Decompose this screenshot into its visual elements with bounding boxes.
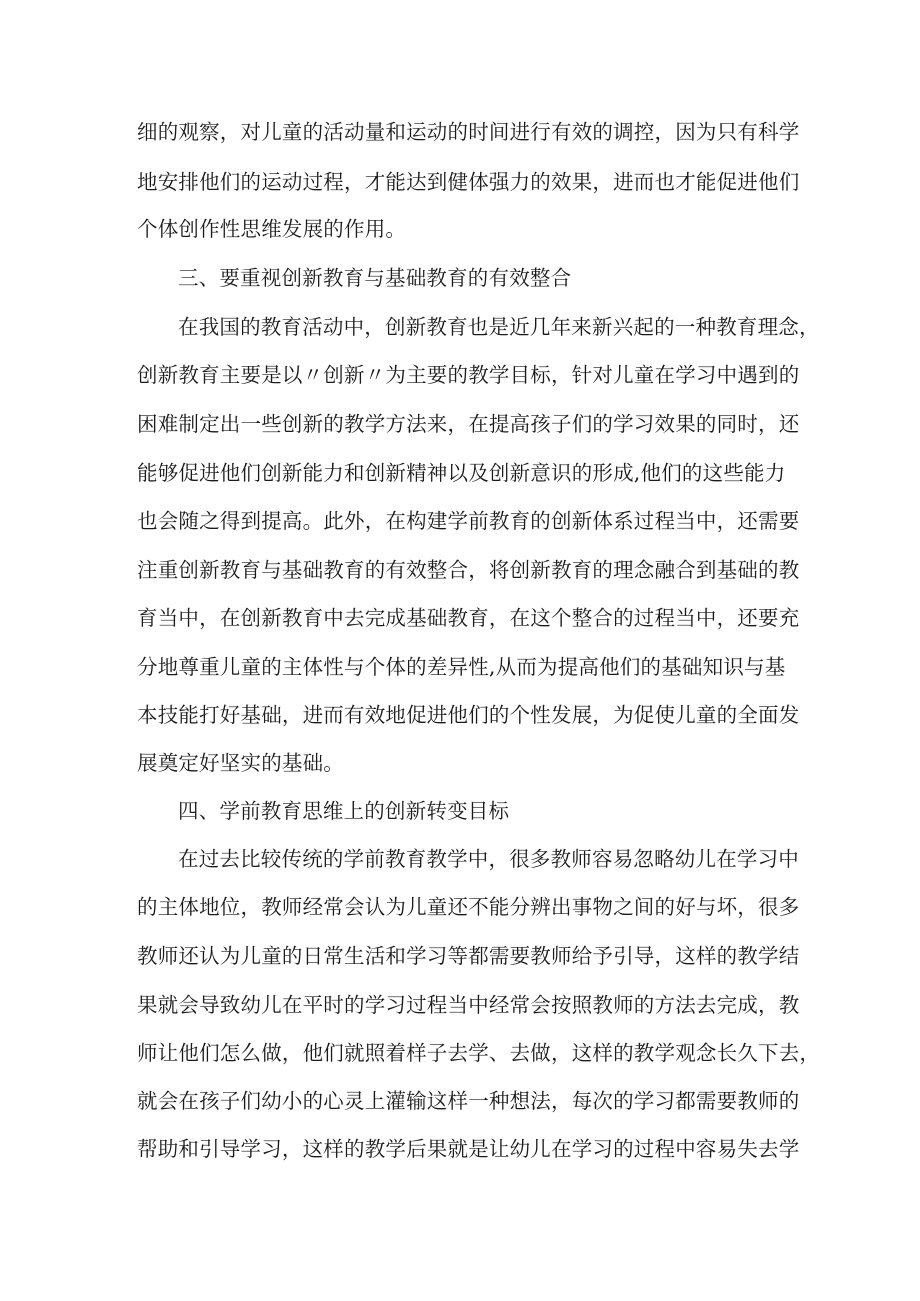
section-heading-4: 四、学前教育思维上的创新转变目标 bbox=[178, 799, 510, 823]
section-heading-3: 三、要重视创新教育与基础教育的有效整合 bbox=[178, 266, 572, 290]
paragraph-line: 师让他们怎么做，他们就照着样子去学、去做，这样的教学观念长久下去， bbox=[137, 1041, 821, 1065]
paragraph-line: 注重创新教育与基础教育的有效整合，将创新教育的理念融合到基础的教 bbox=[137, 558, 800, 582]
paragraph-line: 地安排他们的运动过程，才能达到健体强力的效果，进而也才能促进他们 bbox=[137, 170, 800, 194]
paragraph-line: 展奠定好坚实的基础。 bbox=[137, 751, 344, 775]
paragraph-line: 果就会导致幼儿在平时的学习过程当中经常会按照教师的方法去完成，教 bbox=[137, 993, 800, 1017]
paragraph-line: 困难制定出一些创新的教学方法来，在提高孩子们的学习效果的同时，还 bbox=[137, 412, 800, 436]
paragraph-line: 本技能打好基础，进而有效地促进他们的个性发展，为促使儿童的全面发 bbox=[137, 703, 800, 727]
paragraph-line: 在过去比较传统的学前教育教学中，很多教师容易忽略幼儿在学习中 bbox=[178, 847, 799, 871]
paragraph-line: 育当中，在创新教育中去完成基础教育，在这个整合的过程当中，还要充 bbox=[137, 606, 800, 630]
paragraph-line: 也会随之得到提高。此外，在构建学前教育的创新体系过程当中，还需要 bbox=[137, 509, 800, 533]
paragraph-line: 在我国的教育活动中，创新教育也是近几年来新兴起的一种教育理念， bbox=[178, 315, 820, 339]
paragraph-line: 细的观察，对儿童的活动量和运动的时间进行有效的调控，因为只有科学 bbox=[137, 120, 800, 144]
paragraph-line: 创新教育主要是以〃创新〃为主要的教学目标，针对儿童在学习中遇到的 bbox=[137, 363, 800, 387]
paragraph-line: 教师还认为儿童的日常生活和学习等都需要教师给予引导，这样的教学结 bbox=[137, 944, 800, 968]
paragraph-line: 分地尊重儿童的主体性与个体的差异性,从而为提高他们的基础知识与基 bbox=[137, 655, 786, 679]
paragraph-line: 帮助和引导学习，这样的教学后果就是让幼儿在学习的过程中容易失去学 bbox=[137, 1137, 800, 1161]
paragraph-line: 的主体地位，教师经常会认为儿童还不能分辨出事物之间的好与坏，很多 bbox=[137, 895, 800, 919]
paragraph-line: 能够促进他们创新能力和创新精神以及创新意识的形成,他们的这些能力 bbox=[137, 461, 786, 485]
paragraph-line: 个体创作性思维发展的作用。 bbox=[137, 217, 407, 241]
paragraph-line: 就会在孩子们幼小的心灵上灌输这样一种想法，每次的学习都需要教师的 bbox=[137, 1089, 800, 1113]
